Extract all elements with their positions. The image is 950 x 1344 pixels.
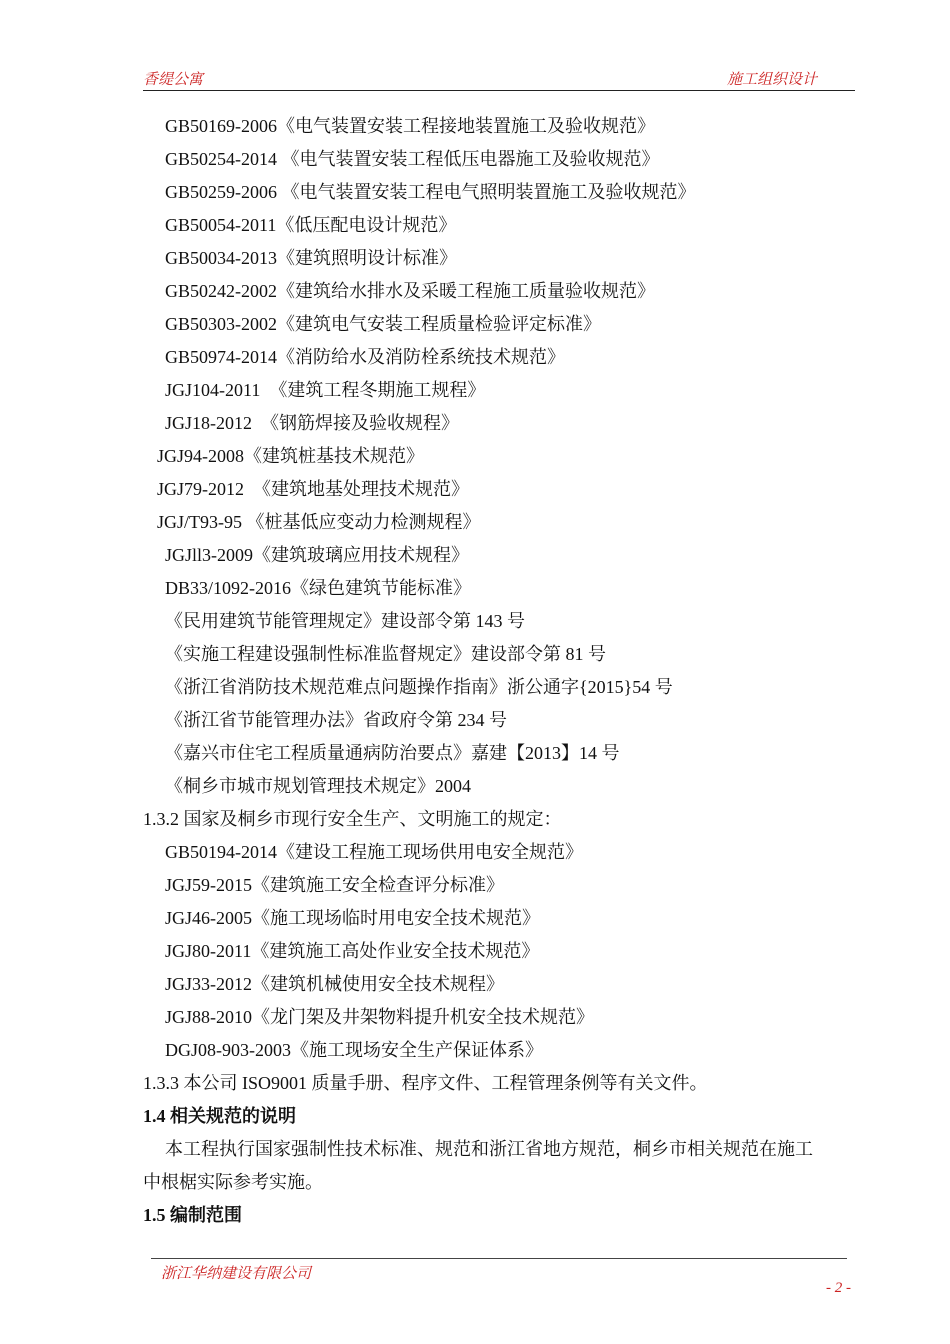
section-heading-1-4: 1.4 相关规范的说明 [143,1106,296,1126]
safety-standard-item: JGJ33-2012《建筑机械使用安全技术规程》 [165,974,505,994]
safety-standard-item: JGJ46-2005《施工现场临时用电安全技术规范》 [165,908,541,928]
standard-item: JGJ104-2011 《建筑工程冬期施工规程》 [165,380,486,400]
safety-standard-item: JGJ59-2015《建筑施工安全检查评分标准》 [165,875,505,895]
regulation-item: 《嘉兴市住宅工程质量通病防治要点》嘉建【2013】14 号 [165,743,620,763]
page-header [143,66,855,91]
page-number: - 2 - [826,1280,851,1296]
section-heading-1-3-2: 1.3.2 国家及桐乡市现行安全生产、文明施工的规定： [143,809,562,829]
regulation-item: 《实施工程建设强制性标准监督规定》建设部令第 81 号 [165,644,606,664]
regulation-item: 《桐乡市城市规划管理技术规定》2004 [165,776,471,796]
regulation-item: 《浙江省消防技术规范难点问题操作指南》浙公通字{2015}54 号 [165,677,673,697]
safety-standard-item: DGJ08-903-2003《施工现场安全生产保证体系》 [165,1040,543,1060]
regulation-item: 《浙江省节能管理办法》省政府令第 234 号 [165,710,507,730]
paragraph-line: 本工程执行国家强制性技术标准、规范和浙江省地方规范，桐乡市相关规范在施工 [165,1139,813,1159]
standard-item: DB33/1092-2016《绿色建筑节能标准》 [165,578,471,598]
safety-standard-item: JGJ88-2010《龙门架及井架物料提升机安全技术规范》 [165,1007,595,1027]
standard-item: GB50259-2006 《电气装置安装工程电气照明装置施工及验收规范》 [165,182,696,202]
standard-item: JGJll3-2009《建筑玻璃应用技术规程》 [165,545,470,565]
standard-item: GB50054-2011《低压配电设计规范》 [165,215,457,235]
footer-company-name: 浙江华纳建设有限公司 [161,1266,312,1282]
standard-item: GB50034-2013《建筑照明设计标准》 [165,248,457,268]
regulation-item: 《民用建筑节能管理规定》建设部令第 143 号 [165,611,525,631]
header-project-name: 香缇公寓 [143,72,204,88]
section-heading-1-5: 1.5 编制范围 [143,1205,242,1225]
section-heading-1-3-3: 1.3.3 本公司 ISO9001 质量手册、程序文件、工程管理条例等有关文件。 [143,1073,708,1093]
header-document-type: 施工组织设计 [726,72,817,88]
standard-item: GB50242-2002《建筑给水排水及采暖工程施工质量验收规范》 [165,281,655,301]
standard-item: GB50974-2014《消防给水及消防栓系统技术规范》 [165,347,565,367]
standard-item: JGJ94-2008《建筑桩基技术规范》 [157,446,425,466]
standard-item: JGJ/T93-95 《桩基低应变动力检测规程》 [157,512,481,532]
standard-item: GB50254-2014 《电气装置安装工程低压电器施工及验收规范》 [165,149,660,169]
standard-item: GB50169-2006《电气装置安装工程接地装置施工及验收规范》 [165,116,655,136]
safety-standard-item: GB50194-2014《建设工程施工现场供用电安全规范》 [165,842,583,862]
standard-item: JGJ18-2012 《钢筋焊接及验收规程》 [165,413,460,433]
paragraph-line: 中根椐实际参考实施。 [143,1172,323,1192]
safety-standard-item: JGJ80-2011《建筑施工高处作业安全技术规范》 [165,941,540,961]
standard-item: GB50303-2002《建筑电气安装工程质量检验评定标准》 [165,314,601,334]
footer-divider [151,1258,847,1259]
standard-item: JGJ79-2012 《建筑地基处理技术规范》 [157,479,470,499]
